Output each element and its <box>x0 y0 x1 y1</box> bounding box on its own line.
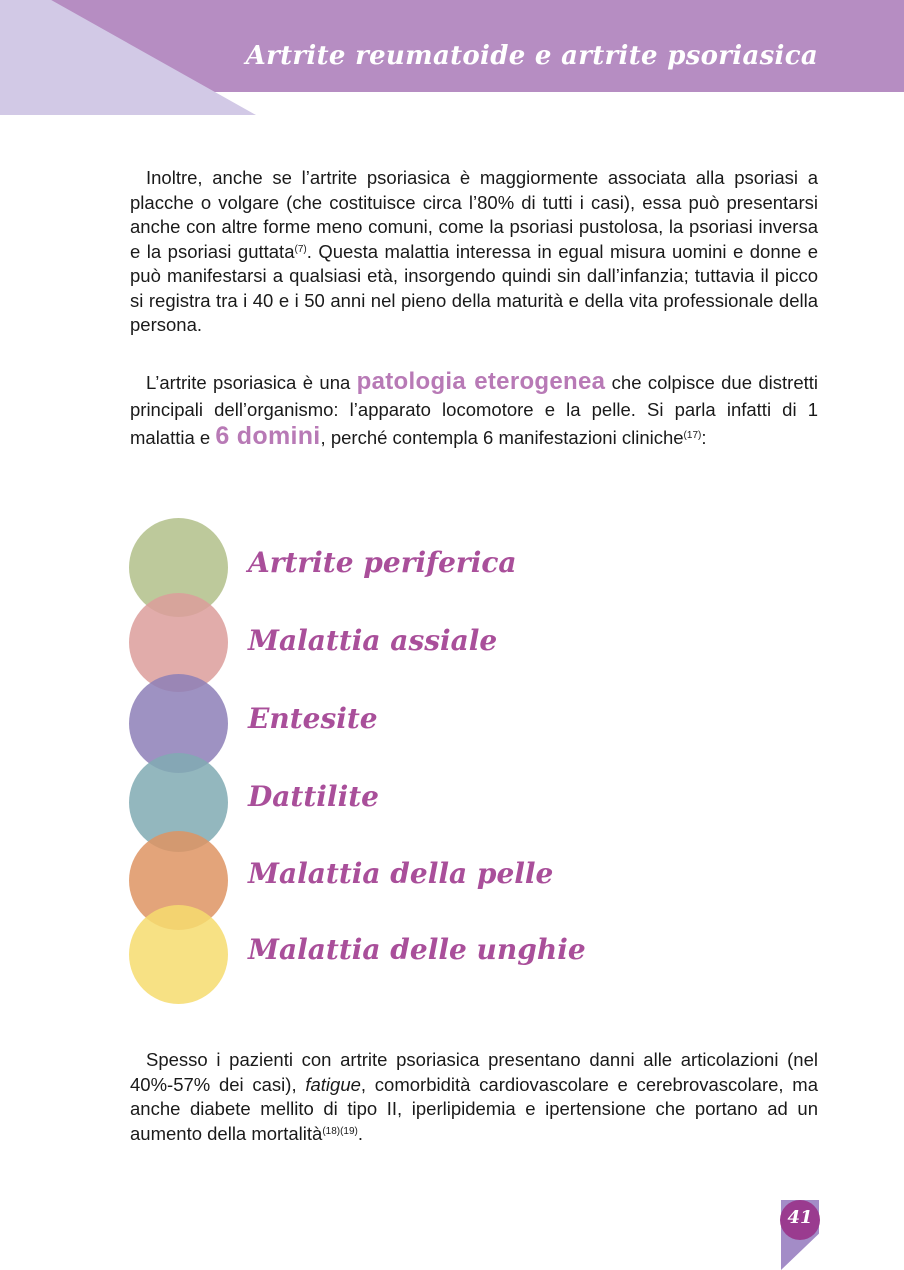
paragraph-italic: fatigue <box>305 1073 361 1095</box>
citation-ref: (18)(19) <box>322 1125 358 1137</box>
page-number: 41 <box>787 1207 813 1228</box>
paragraph-text: Spesso i pazienti con artrite psoriasica presentano danni alle articolazioni (nel 40%-57% dei casi), <box>130 1049 818 1095</box>
domain-label: Malattia della pelle <box>248 857 554 890</box>
highlight-patologia-eterogenea: patologia eterogenea <box>356 368 606 395</box>
domain-label: Entesite <box>248 702 378 735</box>
paragraph-text: . Questa malattia interessa in egual misura uomini e donne e può manifestarsi a qualsiasi età, insorgendo quindi sin dall’infanzia; tuttavia il picco si registra tra i 40 e i 50 anni nel pieno della maturità e della vita professionale della persona. <box>130 240 818 335</box>
domain-label: Dattilite <box>248 780 379 813</box>
paragraph-text: . <box>357 1122 364 1144</box>
paragraph-comorbidities <box>130 1048 818 1146</box>
paragraph-intro <box>130 166 818 338</box>
domain-label: Malattia delle unghie <box>248 933 586 966</box>
running-header-title: Artrite reumatoide e artrite psoriasica <box>245 41 818 71</box>
paragraph-text: , perché contempla 6 manifestazioni cliniche <box>320 427 684 448</box>
domain-circle <box>129 905 228 1004</box>
paragraph-text: , comorbidità cardiovascolare e cerebrovascolare, ma anche diabete mellito di tipo II, iperlipidemia e ipertensione che portano ad un aumento della mortalità <box>130 1073 819 1144</box>
paragraph-text: : <box>701 427 707 448</box>
paragraph-text: Inoltre, anche se l’artrite psoriasica è maggiormente associata alla psoriasi a placche o volgare (che costituisce circa l’80% di tutti i casi), essa può presentarsi anche con altre forme meno comuni, come la psoriasi pustolosa, la psoriasi inversa e la psoriasi guttata <box>130 167 818 262</box>
paragraph-domains-intro <box>130 368 818 451</box>
paragraph-text: che colpisce due distretti principali dell’organismo: l’apparato locomotore e la pelle. Si parla infatti di 1 malattia e <box>130 372 819 448</box>
citation-ref: (17) <box>683 430 702 441</box>
domain-label: Malattia assiale <box>248 624 498 657</box>
highlight-6-domini: 6 domini <box>215 422 321 450</box>
paragraph-text: L’artrite psoriasica è una <box>146 372 357 393</box>
domain-label: Artrite periferica <box>248 546 517 579</box>
citation-ref: (7) <box>294 243 307 255</box>
